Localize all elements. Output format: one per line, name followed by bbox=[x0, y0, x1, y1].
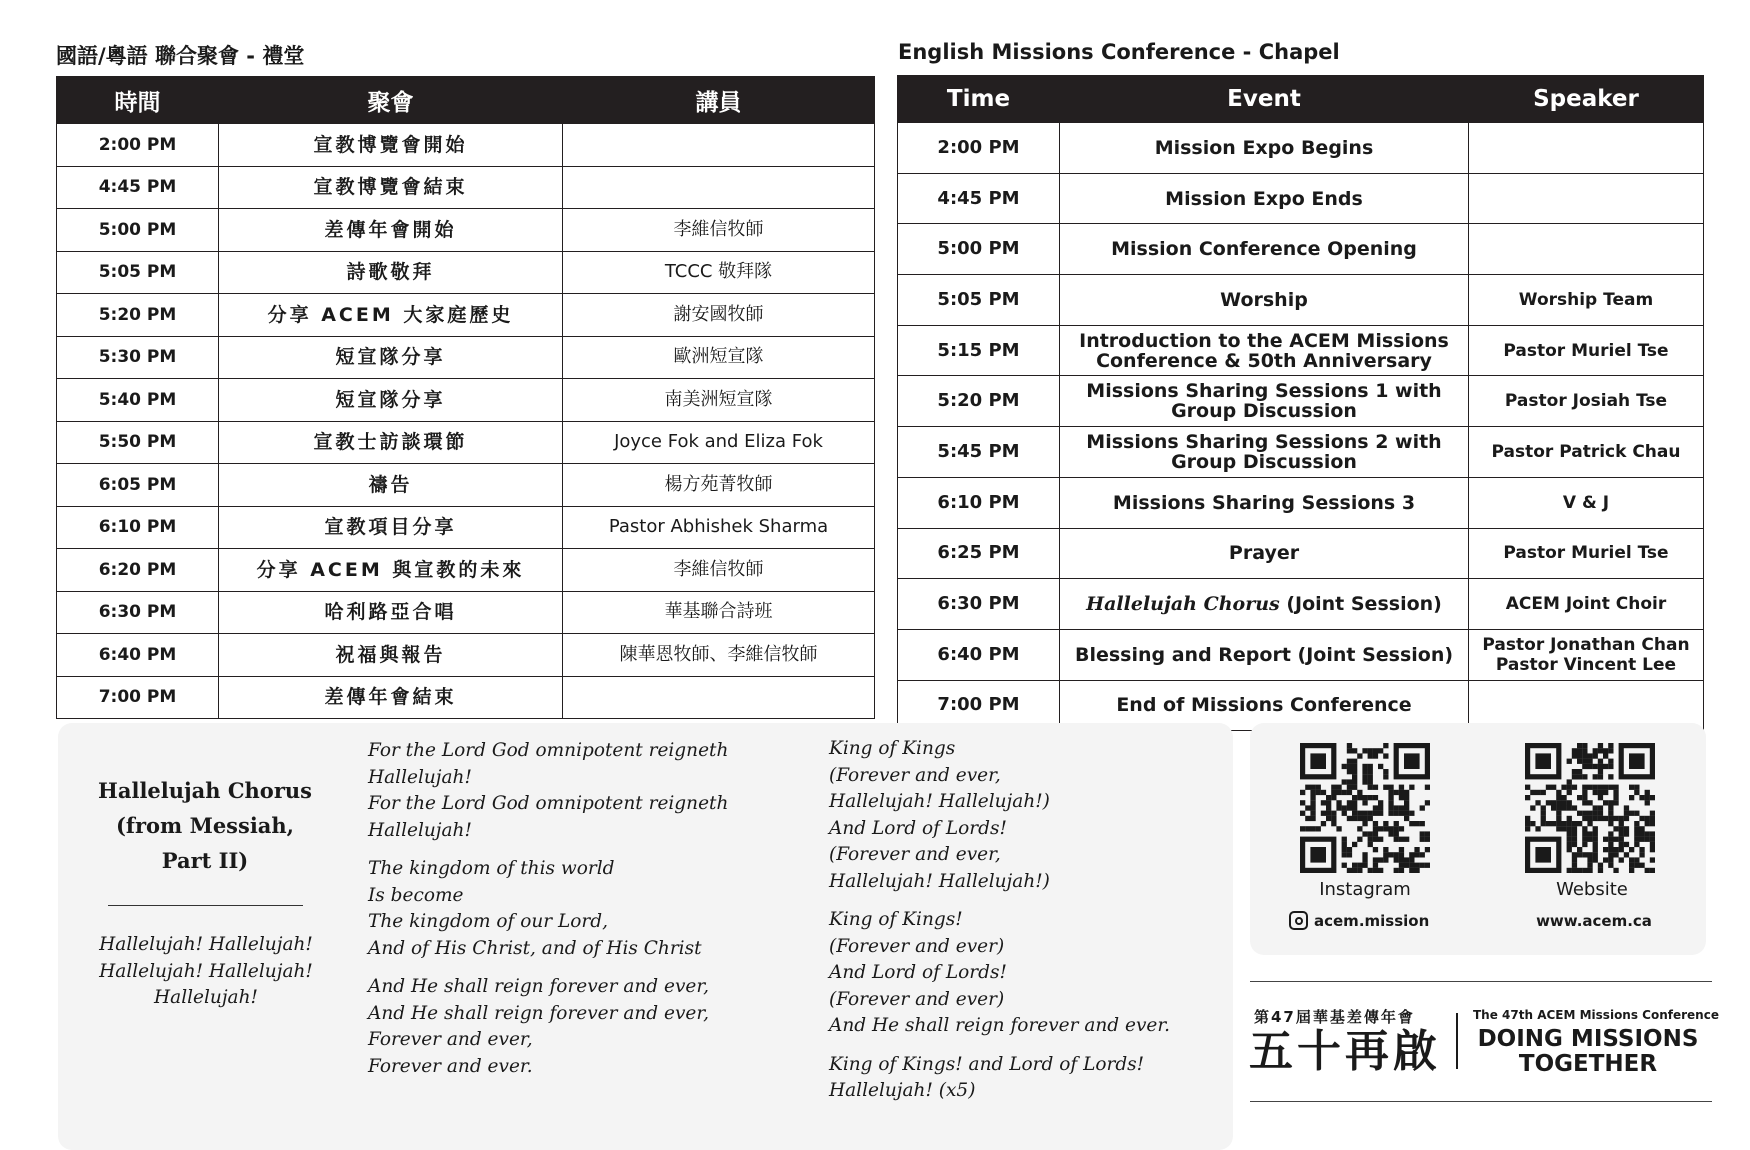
row-time: 6:30 PM bbox=[898, 579, 1060, 630]
row-speaker: 李維信牧師 bbox=[563, 549, 875, 592]
speaker-line: Pastor Vincent Lee bbox=[1495, 654, 1677, 675]
cn-header-speaker: 講員 bbox=[563, 77, 875, 124]
lyric-line: (Forever and ever) bbox=[829, 935, 1005, 957]
event-note: (Joint Session) bbox=[1279, 593, 1442, 616]
lyrics-title-line: Hallelujah Chorus bbox=[98, 778, 312, 803]
cn-schedule-row bbox=[57, 379, 875, 422]
row-speaker: Joyce Fok and Eliza Fok bbox=[563, 421, 875, 464]
row-speaker: 楊方苑菁牧師 bbox=[563, 464, 875, 507]
lyric-line: Hallelujah! Hallelujah! bbox=[99, 960, 313, 982]
row-time: 5:05 PM bbox=[57, 251, 219, 294]
lyric-line: Is become bbox=[368, 884, 464, 906]
row-time: 5:00 PM bbox=[57, 209, 219, 252]
lyric-line: Forever and ever, bbox=[368, 1029, 533, 1050]
lyric-stanza bbox=[368, 974, 798, 1080]
row-event: Introduction to the ACEM Missions Conference & 50th Anniversary bbox=[1060, 325, 1469, 376]
row-speaker: Pastor Josiah Tse bbox=[1469, 376, 1704, 427]
lyric-line: Hallelujah! bbox=[154, 987, 258, 1008]
en-schedule-row bbox=[898, 325, 1704, 376]
lyrics-right-column bbox=[829, 736, 1239, 1117]
row-event: Missions Sharing Sessions 2 with Group Discussion bbox=[1060, 427, 1469, 478]
row-event: 分享 ACEM 大家庭歷史 bbox=[219, 294, 563, 337]
instagram-qr-code[interactable] bbox=[1300, 743, 1430, 873]
row-speaker: 陳華恩牧師、李維信牧師 bbox=[563, 634, 875, 677]
row-time: 5:15 PM bbox=[898, 325, 1060, 376]
conference-subtitle-en: The 47th ACEM Missions Conference bbox=[1473, 1008, 1719, 1022]
conference-subtitle-cn: 第47屆華基差傳年會 bbox=[1254, 1008, 1415, 1026]
row-speaker bbox=[1469, 629, 1704, 680]
row-speaker: Pastor Patrick Chau bbox=[1469, 427, 1704, 478]
lyrics-title bbox=[82, 773, 328, 878]
en-schedule-row bbox=[898, 275, 1704, 326]
cn-header-event: 聚會 bbox=[219, 77, 563, 124]
row-speaker bbox=[1469, 123, 1704, 174]
instagram-label: Instagram bbox=[1319, 879, 1411, 900]
cn-schedule-row bbox=[57, 251, 875, 294]
en-schedule-row bbox=[898, 224, 1704, 275]
row-event: 詩歌敬拜 bbox=[219, 251, 563, 294]
lyric-line: King of Kings bbox=[829, 738, 956, 759]
row-speaker bbox=[563, 124, 875, 167]
row-time: 5:05 PM bbox=[898, 275, 1060, 326]
row-time: 5:50 PM bbox=[57, 421, 219, 464]
row-speaker bbox=[563, 166, 875, 209]
en-header-event: Event bbox=[1060, 76, 1469, 123]
row-speaker: V & J bbox=[1469, 477, 1704, 528]
row-event bbox=[1060, 579, 1469, 630]
lyric-line: And Lord of Lords! bbox=[829, 962, 1007, 983]
en-schedule-row bbox=[898, 123, 1704, 174]
lyric-stanza bbox=[368, 738, 798, 844]
lyrics-left-column bbox=[72, 932, 340, 1012]
row-speaker bbox=[1469, 224, 1704, 275]
row-event: End of Missions Conference bbox=[1060, 680, 1469, 731]
en-schedule-row bbox=[898, 376, 1704, 427]
instagram-icon bbox=[1289, 911, 1308, 930]
lyric-line: The kingdom of this world bbox=[368, 858, 615, 879]
lyric-line: The kingdom of our Lord, bbox=[368, 911, 609, 932]
row-speaker: Worship Team bbox=[1469, 275, 1704, 326]
cn-schedule-header bbox=[57, 77, 875, 124]
row-event: 哈利路亞合唱 bbox=[219, 591, 563, 634]
lyric-line: And He shall reign forever and ever, bbox=[368, 1002, 710, 1024]
row-event: Mission Conference Opening bbox=[1060, 224, 1469, 275]
row-event: 宣教博覽會結束 bbox=[219, 166, 563, 209]
row-speaker: Pastor Muriel Tse bbox=[1469, 325, 1704, 376]
lyric-line: Hallelujah! Hallelujah! bbox=[99, 934, 313, 955]
row-speaker: TCCC 敬拜隊 bbox=[563, 251, 875, 294]
row-event: Missions Sharing Sessions 1 with Group Discussion bbox=[1060, 376, 1469, 427]
row-time: 6:30 PM bbox=[57, 591, 219, 634]
row-time: 2:00 PM bbox=[898, 123, 1060, 174]
conference-title-line: TOGETHER bbox=[1518, 1051, 1658, 1077]
row-time: 5:00 PM bbox=[898, 224, 1060, 275]
row-event: 宣教項目分享 bbox=[219, 506, 563, 549]
lyric-line: For the Lord God omnipotent reigneth bbox=[368, 740, 729, 761]
lyric-line: (Forever and ever, bbox=[829, 844, 1001, 865]
row-event: 祝福與報告 bbox=[219, 634, 563, 677]
cn-schedule-row bbox=[57, 549, 875, 592]
row-time: 7:00 PM bbox=[57, 676, 219, 719]
row-event: Mission Expo Begins bbox=[1060, 123, 1469, 174]
row-speaker bbox=[563, 676, 875, 719]
row-speaker: 李維信牧師 bbox=[563, 209, 875, 252]
cn-schedule-table bbox=[56, 76, 875, 719]
en-schedule-row bbox=[898, 579, 1704, 630]
row-time: 6:05 PM bbox=[57, 464, 219, 507]
row-time: 4:45 PM bbox=[898, 173, 1060, 224]
lyrics-title-line: Part II) bbox=[161, 848, 249, 873]
lyrics-title-line: (from Messiah, bbox=[116, 813, 294, 838]
row-time: 7:00 PM bbox=[898, 680, 1060, 731]
cn-schedule-row bbox=[57, 336, 875, 379]
website-label: Website bbox=[1556, 879, 1628, 900]
website-qr-code[interactable] bbox=[1525, 743, 1655, 873]
row-time: 5:45 PM bbox=[898, 427, 1060, 478]
row-event: 短宣隊分享 bbox=[219, 379, 563, 422]
lyric-line: Hallelujah! Hallelujah!) bbox=[829, 791, 1050, 812]
lyric-line: Hallelujah! bbox=[368, 819, 472, 841]
row-speaker: 華基聯合詩班 bbox=[563, 591, 875, 634]
row-event: 差傳年會開始 bbox=[219, 209, 563, 252]
en-schedule-row bbox=[898, 477, 1704, 528]
conference-divider bbox=[1456, 1013, 1458, 1069]
row-time: 6:25 PM bbox=[898, 528, 1060, 579]
row-event: Mission Expo Ends bbox=[1060, 173, 1469, 224]
row-time: 5:20 PM bbox=[57, 294, 219, 337]
conference-title-en bbox=[1470, 1027, 1706, 1077]
row-event: Blessing and Report (Joint Session) bbox=[1060, 629, 1469, 680]
row-event: 宣教博覽會開始 bbox=[219, 124, 563, 167]
cn-section-title: 國語/粵語 聯合聚會 - 禮堂 bbox=[56, 44, 305, 68]
instagram-handle[interactable]: acem.mission bbox=[1314, 912, 1430, 930]
cn-schedule-row bbox=[57, 634, 875, 677]
lyrics-middle-column bbox=[368, 738, 798, 1092]
cn-schedule-row bbox=[57, 294, 875, 337]
row-speaker bbox=[1469, 173, 1704, 224]
row-time: 6:10 PM bbox=[898, 477, 1060, 528]
footer-rule-top bbox=[1250, 981, 1712, 982]
lyric-line: (Forever and ever, bbox=[829, 764, 1001, 786]
row-time: 5:40 PM bbox=[57, 379, 219, 422]
row-event: 短宣隊分享 bbox=[219, 336, 563, 379]
lyrics-divider bbox=[108, 905, 303, 906]
cn-schedule-row bbox=[57, 464, 875, 507]
lyric-stanza bbox=[829, 736, 1239, 895]
row-time: 6:20 PM bbox=[57, 549, 219, 592]
lyric-line: Hallelujah! Hallelujah!) bbox=[829, 870, 1050, 892]
row-time: 5:30 PM bbox=[57, 336, 219, 379]
event-work-title: Hallelujah Chorus bbox=[1086, 593, 1280, 616]
en-schedule-row bbox=[898, 173, 1704, 224]
row-event: 宣教士訪談環節 bbox=[219, 421, 563, 464]
row-time: 6:40 PM bbox=[898, 629, 1060, 680]
cn-schedule-row bbox=[57, 506, 875, 549]
cn-schedule-row bbox=[57, 124, 875, 167]
row-time: 6:40 PM bbox=[57, 634, 219, 677]
lyric-line: And Lord of Lords! bbox=[829, 817, 1007, 839]
row-event: Worship bbox=[1060, 275, 1469, 326]
lyric-line: For the Lord God omnipotent reigneth bbox=[368, 793, 729, 814]
lyric-line: And He shall reign forever and ever. bbox=[829, 1015, 1171, 1036]
lyric-line: Hallelujah! bbox=[368, 766, 472, 788]
lyric-line: King of Kings! and Lord of Lords! bbox=[829, 1053, 1145, 1075]
en-schedule-row bbox=[898, 528, 1704, 579]
cn-schedule-row bbox=[57, 166, 875, 209]
row-time: 2:00 PM bbox=[57, 124, 219, 167]
row-speaker: 謝安國牧師 bbox=[563, 294, 875, 337]
lyric-line: (Forever and ever) bbox=[829, 988, 1005, 1010]
en-header-speaker: Speaker bbox=[1469, 76, 1704, 123]
conference-title-line: DOING MISSIONS bbox=[1477, 1026, 1699, 1052]
row-speaker: ACEM Joint Choir bbox=[1469, 579, 1704, 630]
cn-schedule-row bbox=[57, 421, 875, 464]
row-event: Missions Sharing Sessions 3 bbox=[1060, 477, 1469, 528]
row-speaker: Pastor Muriel Tse bbox=[1469, 528, 1704, 579]
row-speaker: Pastor Abhishek Sharma bbox=[563, 506, 875, 549]
row-event: 分享 ACEM 與宣教的未來 bbox=[219, 549, 563, 592]
en-schedule-row bbox=[898, 629, 1704, 680]
row-event: Prayer bbox=[1060, 528, 1469, 579]
footer-rule-bottom bbox=[1250, 1101, 1712, 1102]
en-schedule-table bbox=[897, 75, 1704, 731]
row-speaker: 南美洲短宣隊 bbox=[563, 379, 875, 422]
row-time: 4:45 PM bbox=[57, 166, 219, 209]
en-schedule-row bbox=[898, 427, 1704, 478]
cn-schedule-row bbox=[57, 591, 875, 634]
row-time: 5:20 PM bbox=[898, 376, 1060, 427]
lyric-stanza bbox=[829, 1052, 1239, 1105]
lyric-line: Forever and ever. bbox=[368, 1055, 533, 1077]
row-time: 6:10 PM bbox=[57, 506, 219, 549]
en-section-title: English Missions Conference - Chapel bbox=[898, 40, 1340, 64]
conference-title-cn: 五十再啟 bbox=[1249, 1026, 1441, 1077]
cn-schedule-row bbox=[57, 209, 875, 252]
row-event: 差傳年會結束 bbox=[219, 676, 563, 719]
cn-schedule-row bbox=[57, 676, 875, 719]
lyric-line: And of His Christ, and of His Christ bbox=[368, 937, 702, 959]
speaker-line: Pastor Jonathan Chan bbox=[1482, 634, 1690, 655]
website-url[interactable]: www.acem.ca bbox=[1536, 912, 1652, 930]
lyric-line: And He shall reign forever and ever, bbox=[368, 976, 710, 997]
en-header-time: Time bbox=[898, 76, 1060, 123]
row-event: 禱告 bbox=[219, 464, 563, 507]
en-schedule-header bbox=[898, 76, 1704, 123]
row-speaker: 歐洲短宣隊 bbox=[563, 336, 875, 379]
lyric-stanza bbox=[829, 907, 1239, 1040]
lyric-line: King of Kings! bbox=[829, 909, 963, 930]
lyric-stanza bbox=[368, 856, 798, 962]
cn-header-time: 時間 bbox=[57, 77, 219, 124]
lyric-line: Hallelujah! (x5) bbox=[829, 1080, 976, 1101]
